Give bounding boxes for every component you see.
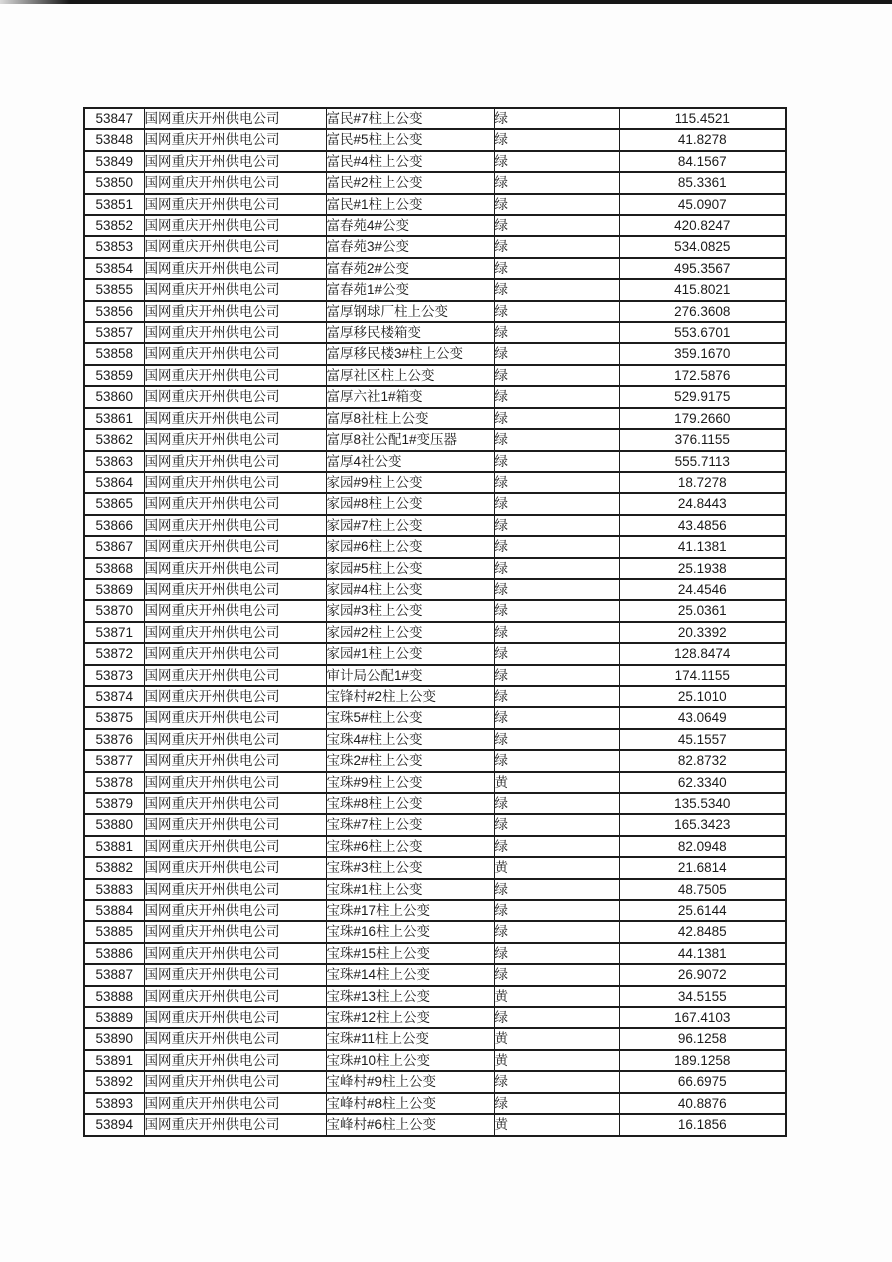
- row-id-cell: 53890: [84, 1028, 144, 1049]
- status-cell: 绿: [494, 1007, 619, 1028]
- transformer-name-cell: 审计局公配1#变: [326, 665, 494, 686]
- transformer-name-cell: 家园#3柱上公变: [326, 600, 494, 621]
- value-cell: 24.4546: [619, 579, 786, 600]
- table-row: [84, 707, 786, 728]
- status-cell: 黄: [494, 1028, 619, 1049]
- company-cell: 国网重庆开州供电公司: [144, 1071, 326, 1092]
- status-cell: 绿: [494, 943, 619, 964]
- company-cell: 国网重庆开州供电公司: [144, 258, 326, 279]
- transformer-name-cell: 宝珠#8柱上公变: [326, 793, 494, 814]
- transformer-name-cell: 宝珠#13柱上公变: [326, 986, 494, 1007]
- transformer-name-cell: 富春苑2#公变: [326, 258, 494, 279]
- status-cell: 绿: [494, 879, 619, 900]
- company-cell: 国网重庆开州供电公司: [144, 408, 326, 429]
- row-id-cell: 53894: [84, 1114, 144, 1135]
- value-cell: 415.8021: [619, 279, 786, 300]
- status-cell: 黄: [494, 1114, 619, 1135]
- transformer-name-cell: 家园#2柱上公变: [326, 622, 494, 643]
- status-cell: 绿: [494, 964, 619, 985]
- row-id-cell: 53852: [84, 215, 144, 236]
- value-cell: 84.1567: [619, 151, 786, 172]
- row-id-cell: 53855: [84, 279, 144, 300]
- value-cell: 41.1381: [619, 536, 786, 557]
- company-cell: 国网重庆开州供电公司: [144, 707, 326, 728]
- table-row: [84, 857, 786, 878]
- status-cell: 绿: [494, 279, 619, 300]
- table-row: [84, 686, 786, 707]
- company-cell: 国网重庆开州供电公司: [144, 215, 326, 236]
- table-row: [84, 1093, 786, 1114]
- company-cell: 国网重庆开州供电公司: [144, 665, 326, 686]
- table-row: [84, 408, 786, 429]
- value-cell: 26.9072: [619, 964, 786, 985]
- table-row: [84, 536, 786, 557]
- value-cell: 18.7278: [619, 472, 786, 493]
- table-row: [84, 301, 786, 322]
- row-id-cell: 53875: [84, 707, 144, 728]
- table-row: [84, 215, 786, 236]
- status-cell: 黄: [494, 986, 619, 1007]
- value-cell: 41.8278: [619, 129, 786, 150]
- row-id-cell: 53878: [84, 772, 144, 793]
- value-cell: 16.1856: [619, 1114, 786, 1135]
- company-cell: 国网重庆开州供电公司: [144, 365, 326, 386]
- status-cell: 绿: [494, 301, 619, 322]
- table-row: [84, 665, 786, 686]
- company-cell: 国网重庆开州供电公司: [144, 151, 326, 172]
- value-cell: 45.1557: [619, 729, 786, 750]
- table-row: [84, 943, 786, 964]
- company-cell: 国网重庆开州供电公司: [144, 236, 326, 257]
- table-row: [84, 151, 786, 172]
- value-cell: 25.0361: [619, 600, 786, 621]
- company-cell: 国网重庆开州供电公司: [144, 194, 326, 215]
- row-id-cell: 53860: [84, 386, 144, 407]
- status-cell: 绿: [494, 686, 619, 707]
- value-cell: 555.7113: [619, 451, 786, 472]
- company-cell: 国网重庆开州供电公司: [144, 322, 326, 343]
- table-row: [84, 600, 786, 621]
- row-id-cell: 53866: [84, 515, 144, 536]
- value-cell: 495.3567: [619, 258, 786, 279]
- row-id-cell: 53882: [84, 857, 144, 878]
- table-row: [84, 836, 786, 857]
- transformer-name-cell: 宝珠#1柱上公变: [326, 879, 494, 900]
- row-id-cell: 53892: [84, 1071, 144, 1092]
- company-cell: 国网重庆开州供电公司: [144, 1050, 326, 1071]
- status-cell: 黄: [494, 1050, 619, 1071]
- table-body: [84, 108, 786, 1136]
- page-top-edge-bar: [0, 0, 892, 4]
- status-cell: 绿: [494, 322, 619, 343]
- status-cell: 黄: [494, 857, 619, 878]
- row-id-cell: 53879: [84, 793, 144, 814]
- value-cell: 25.1938: [619, 558, 786, 579]
- table-row: [84, 643, 786, 664]
- transformer-name-cell: 家园#5柱上公变: [326, 558, 494, 579]
- table-row: [84, 1050, 786, 1071]
- company-cell: 国网重庆开州供电公司: [144, 900, 326, 921]
- value-cell: 534.0825: [619, 236, 786, 257]
- row-id-cell: 53889: [84, 1007, 144, 1028]
- row-id-cell: 53861: [84, 408, 144, 429]
- row-id-cell: 53849: [84, 151, 144, 172]
- value-cell: 24.8443: [619, 493, 786, 514]
- value-cell: 96.1258: [619, 1028, 786, 1049]
- transformer-name-cell: 富厚社区柱上公变: [326, 365, 494, 386]
- row-id-cell: 53850: [84, 172, 144, 193]
- table-row: [84, 558, 786, 579]
- company-cell: 国网重庆开州供电公司: [144, 814, 326, 835]
- row-id-cell: 53876: [84, 729, 144, 750]
- table-row: [84, 472, 786, 493]
- company-cell: 国网重庆开州供电公司: [144, 793, 326, 814]
- row-id-cell: 53881: [84, 836, 144, 857]
- table-row: [84, 1007, 786, 1028]
- table-row: [84, 279, 786, 300]
- company-cell: 国网重庆开州供电公司: [144, 579, 326, 600]
- value-cell: 82.0948: [619, 836, 786, 857]
- transformer-name-cell: 富厚8社公配1#变压器: [326, 429, 494, 450]
- company-cell: 国网重庆开州供电公司: [144, 750, 326, 771]
- transformer-name-cell: 富厚4社公变: [326, 451, 494, 472]
- status-cell: 绿: [494, 558, 619, 579]
- transformer-name-cell: 富厚六社1#箱变: [326, 386, 494, 407]
- row-id-cell: 53865: [84, 493, 144, 514]
- transformer-name-cell: 宝峰村#9柱上公变: [326, 1071, 494, 1092]
- company-cell: 国网重庆开州供电公司: [144, 836, 326, 857]
- status-cell: 绿: [494, 408, 619, 429]
- row-id-cell: 53873: [84, 665, 144, 686]
- transformer-name-cell: 家园#1柱上公变: [326, 643, 494, 664]
- transformer-name-cell: 宝峰村#8柱上公变: [326, 1093, 494, 1114]
- status-cell: 绿: [494, 536, 619, 557]
- company-cell: 国网重庆开州供电公司: [144, 1007, 326, 1028]
- value-cell: 43.0649: [619, 707, 786, 728]
- company-cell: 国网重庆开州供电公司: [144, 879, 326, 900]
- status-cell: 绿: [494, 579, 619, 600]
- company-cell: 国网重庆开州供电公司: [144, 301, 326, 322]
- transformer-name-cell: 宝珠#16柱上公变: [326, 921, 494, 942]
- company-cell: 国网重庆开州供电公司: [144, 921, 326, 942]
- row-id-cell: 53868: [84, 558, 144, 579]
- transformer-name-cell: 宝珠#7柱上公变: [326, 814, 494, 835]
- company-cell: 国网重庆开州供电公司: [144, 515, 326, 536]
- transformer-name-cell: 宝珠#9柱上公变: [326, 772, 494, 793]
- company-cell: 国网重庆开州供电公司: [144, 129, 326, 150]
- table-row: [84, 1071, 786, 1092]
- transformer-name-cell: 宝珠2#柱上公变: [326, 750, 494, 771]
- company-cell: 国网重庆开州供电公司: [144, 386, 326, 407]
- status-cell: 绿: [494, 921, 619, 942]
- row-id-cell: 53877: [84, 750, 144, 771]
- value-cell: 62.3340: [619, 772, 786, 793]
- table-row: [84, 1028, 786, 1049]
- transformer-name-cell: 宝珠4#柱上公变: [326, 729, 494, 750]
- transformer-name-cell: 富民#1柱上公变: [326, 194, 494, 215]
- row-id-cell: 53858: [84, 343, 144, 364]
- value-cell: 34.5155: [619, 986, 786, 1007]
- table-row: [84, 515, 786, 536]
- status-cell: 绿: [494, 429, 619, 450]
- company-cell: 国网重庆开州供电公司: [144, 558, 326, 579]
- company-cell: 国网重庆开州供电公司: [144, 686, 326, 707]
- row-id-cell: 53884: [84, 900, 144, 921]
- company-cell: 国网重庆开州供电公司: [144, 964, 326, 985]
- row-id-cell: 53886: [84, 943, 144, 964]
- transformer-name-cell: 宝珠#15柱上公变: [326, 943, 494, 964]
- table-row: [84, 172, 786, 193]
- company-cell: 国网重庆开州供电公司: [144, 451, 326, 472]
- company-cell: 国网重庆开州供电公司: [144, 429, 326, 450]
- status-cell: 绿: [494, 1093, 619, 1114]
- status-cell: 绿: [494, 622, 619, 643]
- row-id-cell: 53848: [84, 129, 144, 150]
- table-row: [84, 986, 786, 1007]
- status-cell: 绿: [494, 643, 619, 664]
- row-id-cell: 53871: [84, 622, 144, 643]
- value-cell: 43.4856: [619, 515, 786, 536]
- transformer-name-cell: 宝珠5#柱上公变: [326, 707, 494, 728]
- value-cell: 25.1010: [619, 686, 786, 707]
- value-cell: 165.3423: [619, 814, 786, 835]
- transformer-name-cell: 家园#8柱上公变: [326, 493, 494, 514]
- transformer-table: [83, 107, 787, 1137]
- status-cell: 绿: [494, 151, 619, 172]
- company-cell: 国网重庆开州供电公司: [144, 1093, 326, 1114]
- table-row: [84, 729, 786, 750]
- transformer-name-cell: 宝珠#6柱上公变: [326, 836, 494, 857]
- row-id-cell: 53880: [84, 814, 144, 835]
- row-id-cell: 53870: [84, 600, 144, 621]
- value-cell: 115.4521: [619, 108, 786, 129]
- company-cell: 国网重庆开州供电公司: [144, 343, 326, 364]
- status-cell: 绿: [494, 258, 619, 279]
- value-cell: 376.1155: [619, 429, 786, 450]
- value-cell: 45.0907: [619, 194, 786, 215]
- table-row: [84, 879, 786, 900]
- transformer-name-cell: 富民#5柱上公变: [326, 129, 494, 150]
- value-cell: 128.8474: [619, 643, 786, 664]
- status-cell: 绿: [494, 707, 619, 728]
- value-cell: 66.6975: [619, 1071, 786, 1092]
- value-cell: 174.1155: [619, 665, 786, 686]
- row-id-cell: 53864: [84, 472, 144, 493]
- table-row: [84, 343, 786, 364]
- transformer-name-cell: 宝峰村#6柱上公变: [326, 1114, 494, 1135]
- transformer-name-cell: 宝锋村#2柱上公变: [326, 686, 494, 707]
- value-cell: 44.1381: [619, 943, 786, 964]
- row-id-cell: 53847: [84, 108, 144, 129]
- company-cell: 国网重庆开州供电公司: [144, 943, 326, 964]
- table-row: [84, 451, 786, 472]
- transformer-name-cell: 富春苑1#公变: [326, 279, 494, 300]
- company-cell: 国网重庆开州供电公司: [144, 622, 326, 643]
- status-cell: 绿: [494, 215, 619, 236]
- company-cell: 国网重庆开州供电公司: [144, 729, 326, 750]
- transformer-name-cell: 宝珠#12柱上公变: [326, 1007, 494, 1028]
- table-row: [84, 236, 786, 257]
- row-id-cell: 53883: [84, 879, 144, 900]
- value-cell: 189.1258: [619, 1050, 786, 1071]
- row-id-cell: 53869: [84, 579, 144, 600]
- row-id-cell: 53856: [84, 301, 144, 322]
- status-cell: 绿: [494, 814, 619, 835]
- transformer-name-cell: 家园#9柱上公变: [326, 472, 494, 493]
- row-id-cell: 53874: [84, 686, 144, 707]
- status-cell: 绿: [494, 793, 619, 814]
- value-cell: 85.3361: [619, 172, 786, 193]
- company-cell: 国网重庆开州供电公司: [144, 857, 326, 878]
- row-id-cell: 53851: [84, 194, 144, 215]
- table-row: [84, 921, 786, 942]
- status-cell: 绿: [494, 729, 619, 750]
- table-row: [84, 429, 786, 450]
- status-cell: 绿: [494, 836, 619, 857]
- value-cell: 179.2660: [619, 408, 786, 429]
- value-cell: 420.8247: [619, 215, 786, 236]
- value-cell: 529.9175: [619, 386, 786, 407]
- value-cell: 20.3392: [619, 622, 786, 643]
- status-cell: 绿: [494, 365, 619, 386]
- status-cell: 黄: [494, 772, 619, 793]
- value-cell: 167.4103: [619, 1007, 786, 1028]
- transformer-name-cell: 富厚8社柱上公变: [326, 408, 494, 429]
- row-id-cell: 53887: [84, 964, 144, 985]
- transformer-name-cell: 富民#2柱上公变: [326, 172, 494, 193]
- status-cell: 绿: [494, 129, 619, 150]
- table-row: [84, 579, 786, 600]
- status-cell: 绿: [494, 172, 619, 193]
- status-cell: 绿: [494, 472, 619, 493]
- company-cell: 国网重庆开州供电公司: [144, 986, 326, 1007]
- table-row: [84, 900, 786, 921]
- status-cell: 绿: [494, 386, 619, 407]
- row-id-cell: 53857: [84, 322, 144, 343]
- row-id-cell: 53863: [84, 451, 144, 472]
- status-cell: 绿: [494, 236, 619, 257]
- company-cell: 国网重庆开州供电公司: [144, 600, 326, 621]
- table-row: [84, 1114, 786, 1135]
- status-cell: 绿: [494, 493, 619, 514]
- status-cell: 绿: [494, 451, 619, 472]
- table-row: [84, 129, 786, 150]
- company-cell: 国网重庆开州供电公司: [144, 536, 326, 557]
- transformer-name-cell: 富厚钢球厂柱上公变: [326, 301, 494, 322]
- company-cell: 国网重庆开州供电公司: [144, 493, 326, 514]
- status-cell: 绿: [494, 343, 619, 364]
- row-id-cell: 53885: [84, 921, 144, 942]
- status-cell: 绿: [494, 600, 619, 621]
- status-cell: 绿: [494, 1071, 619, 1092]
- company-cell: 国网重庆开州供电公司: [144, 1028, 326, 1049]
- row-id-cell: 53891: [84, 1050, 144, 1071]
- value-cell: 25.6144: [619, 900, 786, 921]
- transformer-name-cell: 家园#7柱上公变: [326, 515, 494, 536]
- value-cell: 553.6701: [619, 322, 786, 343]
- table-row: [84, 365, 786, 386]
- row-id-cell: 53893: [84, 1093, 144, 1114]
- transformer-name-cell: 富春苑3#公变: [326, 236, 494, 257]
- table-row: [84, 194, 786, 215]
- table-row: [84, 322, 786, 343]
- row-id-cell: 53867: [84, 536, 144, 557]
- row-id-cell: 53854: [84, 258, 144, 279]
- value-cell: 21.6814: [619, 857, 786, 878]
- row-id-cell: 53888: [84, 986, 144, 1007]
- status-cell: 绿: [494, 108, 619, 129]
- transformer-name-cell: 富民#4柱上公变: [326, 151, 494, 172]
- transformer-name-cell: 家园#6柱上公变: [326, 536, 494, 557]
- transformer-name-cell: 宝珠#17柱上公变: [326, 900, 494, 921]
- transformer-name-cell: 宝珠#3柱上公变: [326, 857, 494, 878]
- transformer-name-cell: 宝珠#14柱上公变: [326, 964, 494, 985]
- value-cell: 42.8485: [619, 921, 786, 942]
- transformer-name-cell: 富厚移民楼3#柱上公变: [326, 343, 494, 364]
- company-cell: 国网重庆开州供电公司: [144, 279, 326, 300]
- transformer-name-cell: 富厚移民楼箱变: [326, 322, 494, 343]
- table-row: [84, 622, 786, 643]
- table-row: [84, 964, 786, 985]
- table-row: [84, 750, 786, 771]
- status-cell: 绿: [494, 665, 619, 686]
- value-cell: 276.3608: [619, 301, 786, 322]
- row-id-cell: 53859: [84, 365, 144, 386]
- table-row: [84, 108, 786, 129]
- value-cell: 172.5876: [619, 365, 786, 386]
- transformer-name-cell: 宝珠#10柱上公变: [326, 1050, 494, 1071]
- status-cell: 绿: [494, 515, 619, 536]
- row-id-cell: 53862: [84, 429, 144, 450]
- transformer-name-cell: 富春苑4#公变: [326, 215, 494, 236]
- table-row: [84, 772, 786, 793]
- table-row: [84, 386, 786, 407]
- company-cell: 国网重庆开州供电公司: [144, 108, 326, 129]
- table-row: [84, 814, 786, 835]
- row-id-cell: 53872: [84, 643, 144, 664]
- value-cell: 40.8876: [619, 1093, 786, 1114]
- status-cell: 绿: [494, 750, 619, 771]
- company-cell: 国网重庆开州供电公司: [144, 172, 326, 193]
- company-cell: 国网重庆开州供电公司: [144, 1114, 326, 1135]
- value-cell: 359.1670: [619, 343, 786, 364]
- transformer-name-cell: 家园#4柱上公变: [326, 579, 494, 600]
- company-cell: 国网重庆开州供电公司: [144, 772, 326, 793]
- value-cell: 82.8732: [619, 750, 786, 771]
- transformer-name-cell: 宝珠#11柱上公变: [326, 1028, 494, 1049]
- table-row: [84, 258, 786, 279]
- status-cell: 绿: [494, 900, 619, 921]
- row-id-cell: 53853: [84, 236, 144, 257]
- company-cell: 国网重庆开州供电公司: [144, 643, 326, 664]
- company-cell: 国网重庆开州供电公司: [144, 472, 326, 493]
- table-row: [84, 793, 786, 814]
- value-cell: 135.5340: [619, 793, 786, 814]
- transformer-name-cell: 富民#7柱上公变: [326, 108, 494, 129]
- status-cell: 绿: [494, 194, 619, 215]
- table-row: [84, 493, 786, 514]
- value-cell: 48.7505: [619, 879, 786, 900]
